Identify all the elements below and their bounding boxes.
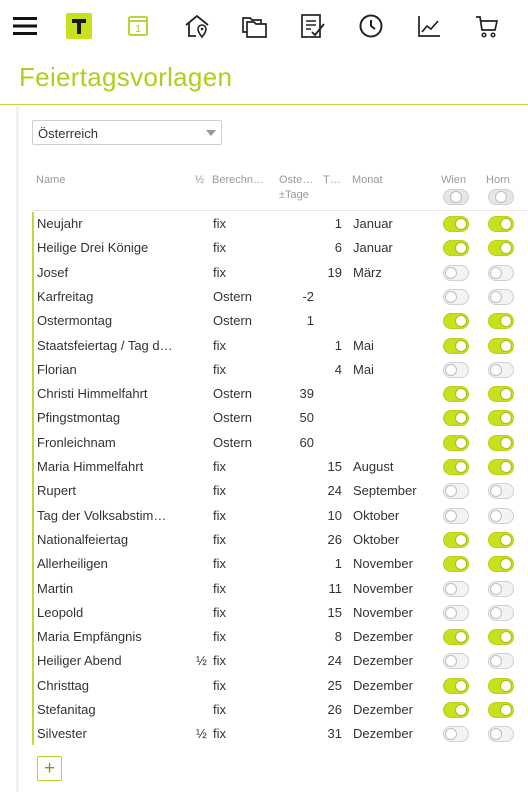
toggle-horn[interactable] xyxy=(488,338,514,354)
calendar-day-icon[interactable] xyxy=(124,12,152,40)
table-row[interactable] xyxy=(32,552,528,576)
col-header-month[interactable]: Monat xyxy=(352,174,383,186)
calculation-type: fix xyxy=(213,507,226,523)
page-title: Feiertagsvorlagen xyxy=(19,62,233,92)
toggle-horn[interactable] xyxy=(488,532,514,548)
holiday-month: August xyxy=(353,459,394,474)
toggle-knob xyxy=(445,655,457,667)
toggle-knob xyxy=(500,218,512,230)
toggle-all-wien[interactable] xyxy=(443,189,469,205)
home-location-icon[interactable] xyxy=(183,12,211,40)
toggle-knob xyxy=(445,607,457,619)
toggle-knob xyxy=(500,315,512,327)
half-day-marker: ½ xyxy=(196,653,207,669)
toggle-knob xyxy=(455,242,467,254)
toggle-horn[interactable] xyxy=(488,702,514,718)
col-header-day[interactable]: T… xyxy=(323,174,341,186)
toggle-knob xyxy=(500,461,512,473)
toggle-horn[interactable] xyxy=(488,678,514,694)
title-divider xyxy=(0,104,528,105)
holiday-day: 19 xyxy=(327,264,342,280)
holiday-name: Neujahr xyxy=(37,216,83,231)
toggle-wien[interactable] xyxy=(443,653,469,669)
toggle-knob xyxy=(455,315,467,327)
panel-edge xyxy=(16,106,19,792)
holiday-name: Stefanitag xyxy=(37,702,96,717)
toggle-knob xyxy=(500,242,512,254)
toggle-knob xyxy=(495,191,507,203)
holiday-name: Rupert xyxy=(37,483,77,499)
cart-icon[interactable] xyxy=(473,12,501,40)
holiday-name: Martin xyxy=(37,580,74,596)
calculation-type: fix xyxy=(213,629,226,645)
table-row[interactable] xyxy=(32,236,528,260)
toggle-knob xyxy=(490,510,502,522)
holiday-name: Pfingstmontag xyxy=(37,410,121,426)
toggle-wien[interactable] xyxy=(443,386,469,402)
toggle-horn[interactable] xyxy=(488,289,514,305)
toggle-wien[interactable] xyxy=(443,556,469,572)
toggle-all-horn[interactable] xyxy=(488,189,514,205)
holiday-day: 24 xyxy=(327,653,342,669)
holiday-name: Tag der Volksabstim… xyxy=(37,507,167,523)
calculation-type: fix xyxy=(213,483,226,499)
holiday-name: Leopold xyxy=(37,604,84,620)
holiday-name: Staatsfeiertag / Tag d… xyxy=(37,337,173,353)
holiday-name: Christtag xyxy=(37,677,90,693)
toggle-knob xyxy=(500,388,512,400)
folders-icon[interactable] xyxy=(241,12,269,40)
toggle-wien[interactable] xyxy=(443,313,469,329)
calculation-type: fix xyxy=(213,604,226,620)
calendar-day-number: 1 xyxy=(135,24,141,35)
holiday-name: Maria Himmelfahrt xyxy=(37,459,144,474)
col-header-wien: Wien xyxy=(441,174,467,186)
calculation-type: Ostern xyxy=(213,313,253,329)
toggle-horn[interactable] xyxy=(488,653,514,669)
holiday-month: Mai xyxy=(353,361,374,377)
toggle-horn[interactable] xyxy=(488,726,514,742)
toggle-horn[interactable] xyxy=(488,362,514,378)
toggle-knob xyxy=(450,191,462,203)
toggle-wien[interactable] xyxy=(443,216,469,232)
holiday-day: 25 xyxy=(327,677,342,693)
holiday-month: November xyxy=(353,604,413,620)
toggle-horn[interactable] xyxy=(488,265,514,281)
table-row[interactable] xyxy=(32,261,528,285)
holiday-name: Florian xyxy=(37,361,77,377)
easter-offset-days: 50 xyxy=(299,410,314,426)
calculation-type: Ostern xyxy=(213,434,253,450)
calculation-type: fix xyxy=(213,264,226,280)
holiday-day: 6 xyxy=(334,240,342,256)
toggle-knob xyxy=(445,364,457,376)
add-holiday-button[interactable]: + xyxy=(37,756,62,781)
chevron-down-icon xyxy=(206,130,216,136)
toggle-knob xyxy=(490,583,502,595)
calculation-type: Ostern xyxy=(213,288,253,304)
holiday-month: Dezember xyxy=(353,702,413,717)
toggle-wien[interactable] xyxy=(443,581,469,597)
holiday-name: Heilige Drei Könige xyxy=(37,240,149,256)
toggle-knob xyxy=(445,510,457,522)
toggle-horn[interactable] xyxy=(488,556,514,572)
toggle-horn[interactable] xyxy=(488,459,514,475)
half-day-marker: ½ xyxy=(196,726,207,742)
toggle-knob xyxy=(500,558,512,570)
toggle-wien[interactable] xyxy=(443,532,469,548)
toggle-horn[interactable] xyxy=(488,605,514,621)
toggle-knob xyxy=(445,485,457,497)
holiday-day: 10 xyxy=(327,507,342,523)
toggle-knob xyxy=(455,388,467,400)
toggle-wien[interactable] xyxy=(443,265,469,281)
table-row[interactable] xyxy=(32,649,528,673)
holiday-month: November xyxy=(353,556,413,572)
toggle-wien[interactable] xyxy=(443,240,469,256)
table-row[interactable] xyxy=(32,479,528,503)
toggle-wien[interactable] xyxy=(443,338,469,354)
table-row[interactable] xyxy=(32,455,528,479)
toggle-knob xyxy=(455,680,467,692)
toggle-horn[interactable] xyxy=(488,629,514,645)
holiday-name: Nationalfeiertag xyxy=(37,531,129,547)
toggle-knob xyxy=(455,558,467,570)
table-row[interactable] xyxy=(32,431,528,455)
easter-offset-days: 1 xyxy=(306,313,314,329)
toggle-knob xyxy=(490,267,502,279)
chart-icon[interactable] xyxy=(415,12,443,40)
toggle-wien[interactable] xyxy=(443,483,469,499)
holiday-day: 26 xyxy=(327,531,342,547)
toggle-knob xyxy=(445,267,457,279)
holiday-name: Ostermontag xyxy=(37,313,113,329)
text-module-icon[interactable] xyxy=(65,12,93,40)
toggle-wien[interactable] xyxy=(443,605,469,621)
holiday-day: 8 xyxy=(334,629,342,645)
calculation-type: fix xyxy=(213,361,226,377)
calculation-type: fix xyxy=(213,459,226,474)
calculation-type: fix xyxy=(213,556,226,572)
holiday-name: Christi Himmelfahrt xyxy=(37,386,148,402)
clock-icon[interactable] xyxy=(357,12,385,40)
holiday-day: 4 xyxy=(334,361,342,377)
table-row[interactable] xyxy=(32,309,528,333)
holiday-month: Dezember xyxy=(353,653,413,669)
holiday-name: Maria Empfängnis xyxy=(37,629,142,645)
holiday-name: Fronleichnam xyxy=(37,434,116,450)
table-row[interactable] xyxy=(32,601,528,625)
table-row[interactable] xyxy=(32,698,528,722)
holiday-name: Heiliger Abend xyxy=(37,653,122,669)
toggle-knob xyxy=(500,437,512,449)
col-header-half[interactable]: ½ xyxy=(195,174,205,186)
holiday-month: Dezember xyxy=(353,629,413,645)
toggle-wien[interactable] xyxy=(443,702,469,718)
holiday-month: Januar xyxy=(353,216,393,231)
table-row[interactable] xyxy=(32,674,528,698)
col-header-horn: Horn xyxy=(486,174,510,186)
toggle-knob xyxy=(455,461,467,473)
toggle-knob xyxy=(455,340,467,352)
holiday-name: Karfreitag xyxy=(37,288,94,304)
table-row[interactable] xyxy=(32,504,528,528)
calculation-type: fix xyxy=(213,726,226,742)
calculation-type: fix xyxy=(213,240,226,256)
toggle-horn[interactable] xyxy=(488,240,514,256)
toggle-knob xyxy=(500,534,512,546)
table-row[interactable] xyxy=(32,212,528,236)
easter-offset-days: -2 xyxy=(302,288,314,304)
toggle-knob xyxy=(490,655,502,667)
toggle-knob xyxy=(500,704,512,716)
toggle-knob xyxy=(490,291,502,303)
toggle-knob xyxy=(455,437,467,449)
holiday-name: Silvester xyxy=(37,726,87,742)
holiday-day: 31 xyxy=(327,726,342,742)
toggle-wien[interactable] xyxy=(443,435,469,451)
col-header-name[interactable]: Name xyxy=(36,174,66,186)
holiday-month: Oktober xyxy=(353,507,400,523)
table-row[interactable] xyxy=(32,382,528,406)
toggle-wien[interactable] xyxy=(443,459,469,475)
col-header-calc[interactable]: Berechn… xyxy=(212,174,264,186)
toggle-knob xyxy=(500,680,512,692)
toggle-knob xyxy=(455,412,467,424)
toggle-horn[interactable] xyxy=(488,313,514,329)
holiday-month: Oktober xyxy=(353,531,400,547)
holiday-day: 1 xyxy=(334,337,342,353)
toggle-knob xyxy=(490,364,502,376)
toggle-knob xyxy=(455,218,467,230)
toggle-knob xyxy=(490,485,502,497)
holiday-month: März xyxy=(353,264,382,280)
holiday-day: 15 xyxy=(327,459,342,474)
holiday-month: Januar xyxy=(353,240,393,256)
toggle-horn[interactable] xyxy=(488,435,514,451)
table-row[interactable] xyxy=(32,577,528,601)
holiday-day: 26 xyxy=(327,702,342,717)
toggle-horn[interactable] xyxy=(488,508,514,524)
country-select[interactable] xyxy=(32,120,222,145)
easter-offset-days: 60 xyxy=(299,434,314,450)
toggle-horn[interactable] xyxy=(488,581,514,597)
toggle-wien[interactable] xyxy=(443,362,469,378)
toggle-knob xyxy=(455,534,467,546)
toggle-wien[interactable] xyxy=(443,410,469,426)
holiday-month: Dezember xyxy=(353,677,413,693)
holiday-day: 15 xyxy=(327,604,342,620)
holiday-day: 24 xyxy=(327,483,342,499)
holiday-day: 11 xyxy=(328,580,342,596)
table-row[interactable] xyxy=(32,722,528,746)
toggle-knob xyxy=(445,728,457,740)
toggle-knob xyxy=(455,704,467,716)
holiday-month: November xyxy=(353,580,413,596)
toggle-horn[interactable] xyxy=(488,483,514,499)
toggle-knob xyxy=(500,412,512,424)
holiday-day: 1 xyxy=(334,556,342,572)
table-row[interactable] xyxy=(32,285,528,309)
table-row[interactable] xyxy=(32,528,528,552)
country-select-value: Österreich xyxy=(38,126,98,141)
holiday-name: Allerheiligen xyxy=(37,556,108,572)
toggle-knob xyxy=(490,728,502,740)
toggle-knob xyxy=(455,631,467,643)
toggle-wien[interactable] xyxy=(443,508,469,524)
col-header-offset-sub: ±Tage xyxy=(279,189,309,201)
holiday-name: Josef xyxy=(37,264,69,280)
calculation-type: fix xyxy=(213,702,226,717)
calculation-type: fix xyxy=(213,677,226,693)
calculation-type: fix xyxy=(213,531,226,547)
toggle-knob xyxy=(445,583,457,595)
calculation-type: Ostern xyxy=(213,386,253,402)
col-header-offset[interactable]: Oste… xyxy=(279,174,314,186)
toggle-horn[interactable] xyxy=(488,386,514,402)
table-row[interactable] xyxy=(32,358,528,382)
toggle-knob xyxy=(500,631,512,643)
top-nav-bar xyxy=(0,0,528,52)
calculation-type: fix xyxy=(213,653,226,669)
calculation-type: Ostern xyxy=(213,410,253,426)
easter-offset-days: 39 xyxy=(299,386,314,402)
calculation-type: fix xyxy=(213,216,226,231)
toggle-horn[interactable] xyxy=(488,410,514,426)
toggle-horn[interactable] xyxy=(488,216,514,232)
holiday-month: Mai xyxy=(353,337,374,353)
toggle-wien[interactable] xyxy=(443,678,469,694)
header-divider xyxy=(32,210,528,211)
toggle-wien[interactable] xyxy=(443,629,469,645)
toggle-knob xyxy=(500,340,512,352)
checklist-icon[interactable] xyxy=(299,12,327,40)
holiday-month: Dezember xyxy=(353,726,413,742)
toggle-knob xyxy=(490,607,502,619)
calculation-type: fix xyxy=(213,337,226,353)
table-row[interactable] xyxy=(32,334,528,358)
toggle-wien[interactable] xyxy=(443,726,469,742)
holiday-day: 1 xyxy=(334,216,342,231)
table-row[interactable] xyxy=(32,625,528,649)
toggle-knob xyxy=(445,291,457,303)
toggle-wien[interactable] xyxy=(443,289,469,305)
calculation-type: fix xyxy=(213,580,226,596)
table-row[interactable] xyxy=(32,406,528,430)
menu-icon[interactable] xyxy=(11,12,39,40)
holiday-month: September xyxy=(353,483,417,499)
